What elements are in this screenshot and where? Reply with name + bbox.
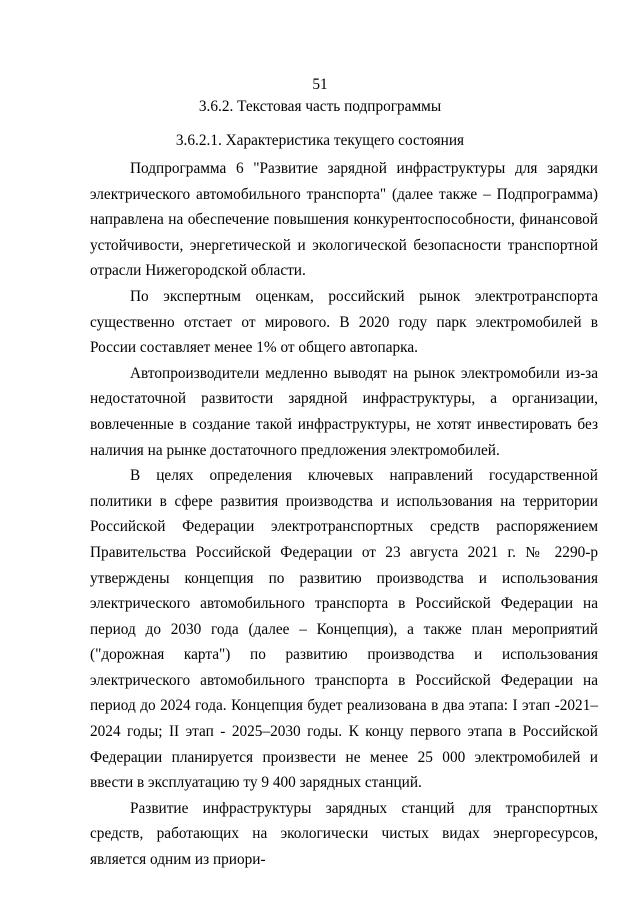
paragraph-1: Подпрограмма 6 "Развитие зарядной инфраструктуры для зарядки электрического автомобильного транспорта" (далее также – Подпрограмма) направлена на обеспечение повышения конкурентоспособности, финансовой устойчивости, энергетической и экологической безопасности транспортной отрасли Нижегородской области. <box>90 160 598 280</box>
paragraph-3: Автопроизводители медленно выводят на рынок электромобили из-за недостаточной развитости зарядной инфраструктуры, а организации, вовлеченные в создание такой инфраструктуры, не хотят инвестировать без наличия на рынке достаточного предложения электромобилей. <box>90 364 598 459</box>
paragraph-4: В целях определения ключевых направлений государственной политики в сфере развития производства и использования на территории Российской Федерации электротранспортных средств распоряжением Правительства Российской Федерации от 23 августа 2021 г. № 2290-р утверждены концепция по развитию производства и использования электрического автомобильного транспорта в Российской Федерации на период до 2030 года (далее – Концепция), а также план мероприятий ("дорожная карта") по развитию производства и использования электрического автомобильного транспорта в Российской Федерации на период до 2024 года. Концепция будет реализована в два этапа: I этап -2021–2024 годы; II этап - 2025–2030 годы. К концу первого этапа в Российской Федерации планируется произвести не менее 25 000 электромобилей и ввести в эксплуатацию ту 9 400 зарядных станций. <box>90 467 598 792</box>
body-text <box>90 156 598 873</box>
paragraph-5: Развитие инфраструктуры зарядных станций для транспортных средств, работающих на экологически чистых видах энергоресурсов, является одним из приори- <box>90 799 598 869</box>
subsection-heading: 3.6.2.1. Характеристика текущего состояния <box>175 132 465 149</box>
page-number: 51 <box>312 76 328 93</box>
section-heading: 3.6.2. Текстовая часть подпрограммы <box>198 98 442 115</box>
paragraph-2: По экспертным оценкам, российский рынок электротранспорта существенно отстает от мирового. В 2020 году парк электромобилей в России составляет менее 1% от общего автопарка. <box>90 287 598 357</box>
